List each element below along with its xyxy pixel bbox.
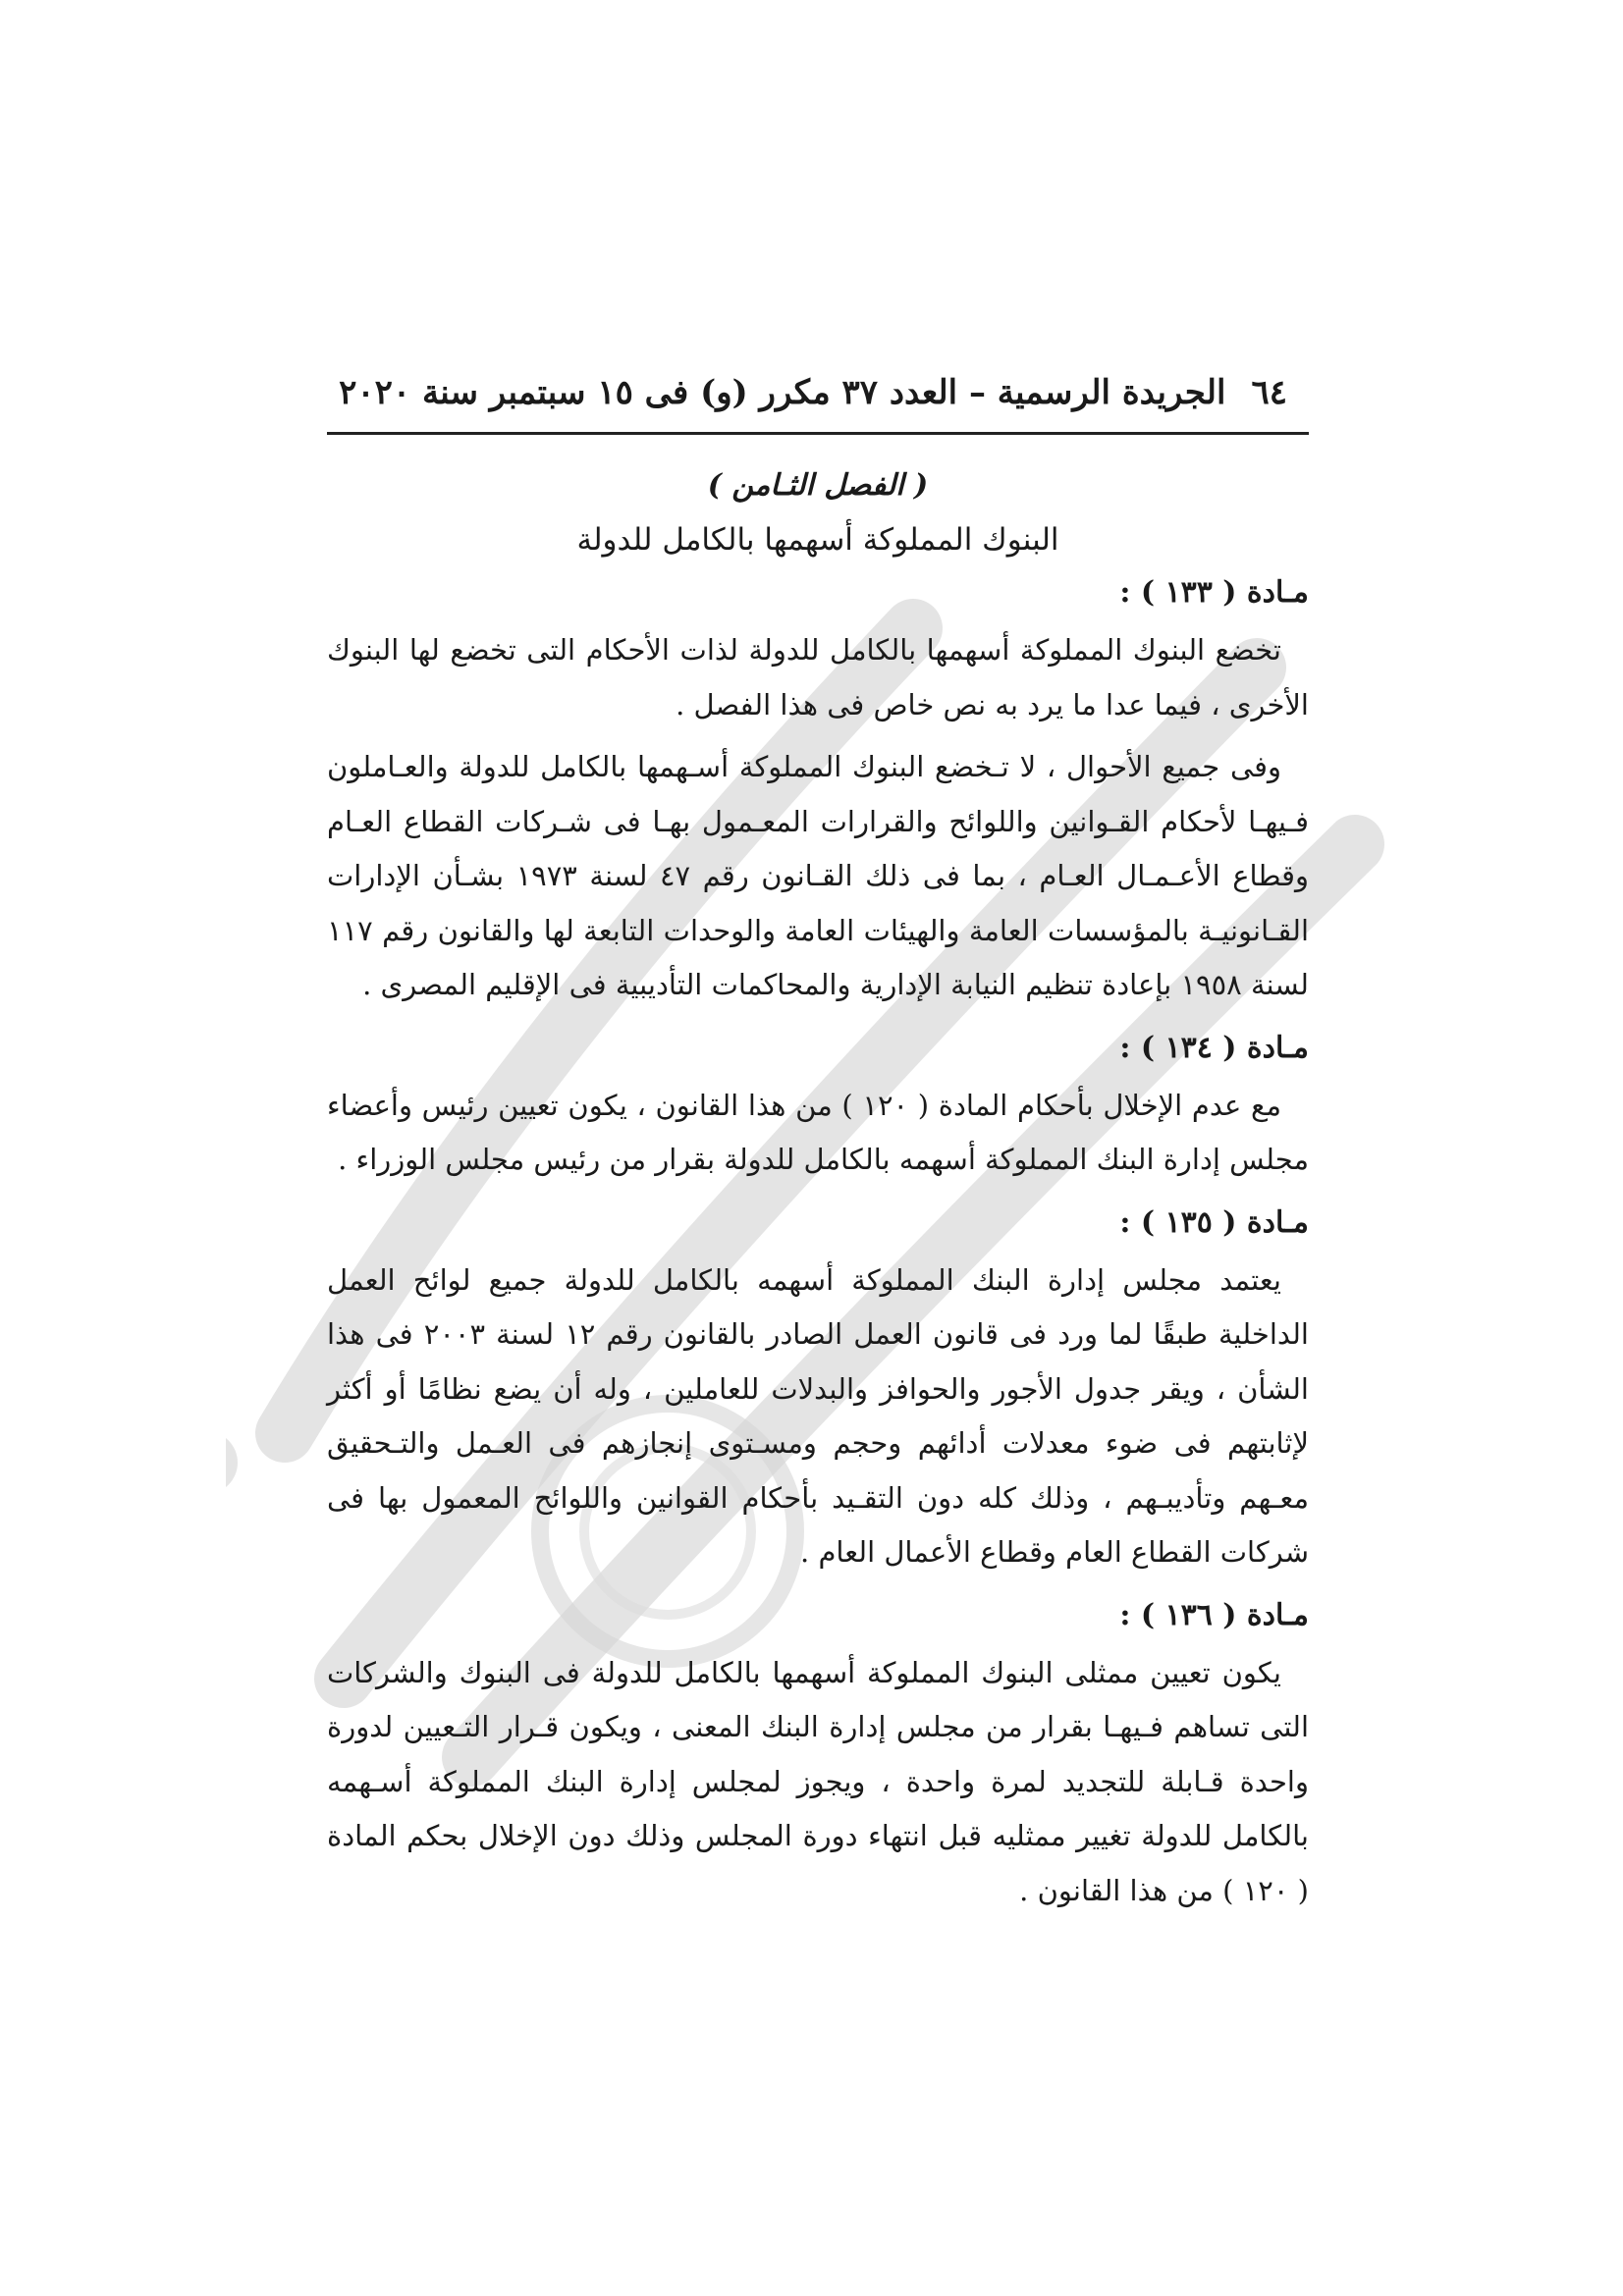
article-heading: مـادة ( ١٣٣ ) : [1119, 575, 1309, 610]
article-paragraph: تخضع البنوك المملوكة أسهمها بالكامل للدولة لذات الأحكام التى تخضع لها البنوك الأخرى ، فيما عدا ما يرد به نص خاص فى هذا الفصل . [327, 633, 1309, 721]
document-page [327, 373, 1309, 1918]
article [327, 573, 1309, 1013]
article [327, 1203, 1309, 1580]
article-heading: مـادة ( ١٣٤ ) : [1119, 1030, 1309, 1065]
article [327, 1029, 1309, 1188]
article-paragraph: يعتمد مجلس إدارة البنك المملوكة أسهمه بالكامل للدولة جميع لوائح العمل الداخلية طبقًا لما ورد فى قانون العمل الصادر بالقانون رقم ١٢ لسنة ٢٠٠٣ فى هذا الشأن ، ويقر جدول الأجور والحوافز والبدلات للعاملين ، وله أن يضع نظامًا أو أكثر لإثابتهم فى ضوء معدلات أدائهم وحجم ومسـتوى إنجازهم فى العـمل والتـحقيق معـهم وتأديبـهم ، وذلك كله دون التقـيد بأحكام القوانين واللوائح المعمول بها فى شركات القطاع العام وقطاع الأعمال العام . [327, 1262, 1309, 1569]
page-header [327, 373, 1309, 435]
article-paragraph: وفى جميع الأحوال ، لا تـخضع البنوك المملوكة أسـهمها بالكامل للدولة والعـاملون فـيهـا لأحكام القـوانين واللوائح والقرارات المعـمول بهـا فى شـركات القطاع العـام وقطاع الأعـمـال العـام ، بما فى ذلك القـانون رقم ٤٧ لسنة ١٩٧٣ بشـأن الإدارات القـانونيـة بالمؤسسات العامة والهيئات العامة والوحدات التابعة لها والقانون رقم ١١٧ لسنة ١٩٥٨ بإعادة تنظيم النيابة الإدارية والمحاكمات التأديبية فى الإقليم المصرى . [327, 750, 1310, 1001]
article-paragraph: يكون تعيين ممثلى البنوك المملوكة أسهمها بالكامل للدولة فى البنوك والشركات التى تساهم فـيهـا بقرار من مجلس إدارة البنك المعنى ، ويكون قـرار التـعيين لدورة واحدة قـابلة للتجديد لمرة واحدة ، ويجوز لمجلس إدارة البنك المملوكة أسـهمه بالكامل للدولة تغيير ممثليه قبل انتهاء دورة المجلس وذلك دون الإخلال بحكم المادة ( ١٢٠ ) من هذا القانون . [327, 1655, 1309, 1907]
article-heading: مـادة ( ١٣٥ ) : [1119, 1204, 1309, 1240]
page-number: ٦٤ [1251, 373, 1287, 412]
gazette-title: الجريدة الرسمية – العدد ٣٧ مكرر (و) فى ١٥ سبتمبر سنة ٢٠٢٠ [339, 373, 1226, 412]
article-heading: مـادة ( ١٣٦ ) : [1119, 1597, 1309, 1632]
section-title: البنوك المملوكة أسهمها بالكامل للدولة [576, 522, 1059, 558]
chapter-title: ( الفصل الثـامن ) [707, 468, 929, 503]
article-paragraph: مع عدم الإخلال بأحكام المادة ( ١٢٠ ) من هذا القانون ، يكون تعيين رئيس وأعضاء مجلس إدارة البنك المملوكة أسهمه بالكامل للدولة بقرار من رئيس مجلس الوزراء . [327, 1088, 1309, 1176]
article [327, 1596, 1309, 1919]
